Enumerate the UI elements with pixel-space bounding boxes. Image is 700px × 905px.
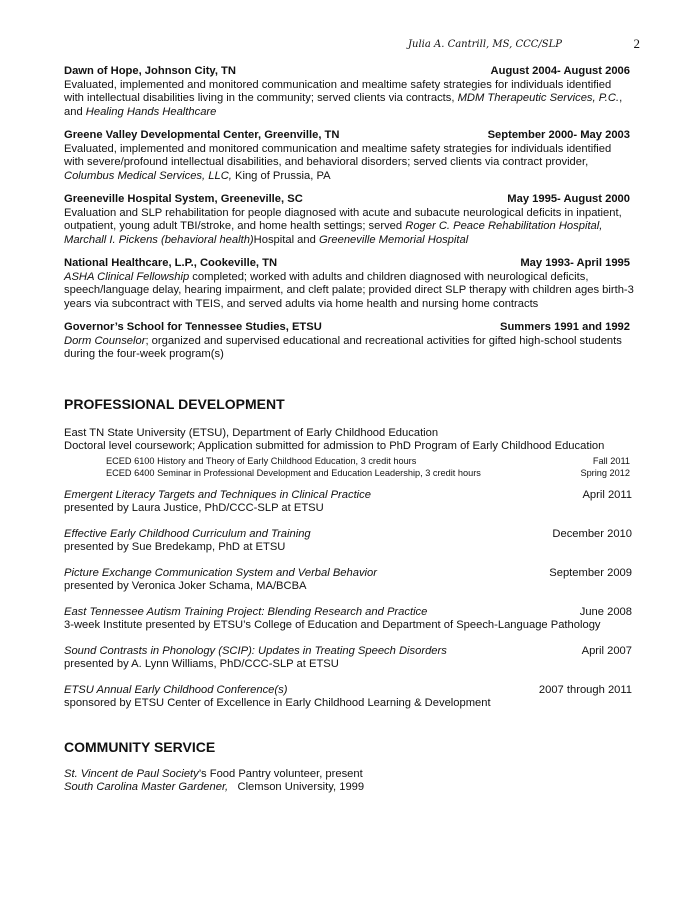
pd-date: September 2009 [549, 566, 632, 579]
course-name: ECED 6100 History and Theory of Early Childhood Education, 3 credit hours [106, 455, 417, 466]
entry-dates: May 1993- April 1995 [520, 257, 630, 269]
pd-detail: 3-week Institute presented by ETSU’s College of Education and Department of Speech-Language Pathology [64, 619, 601, 631]
course-item [106, 467, 634, 479]
entry-description: Evaluated, implemented and monitored communication and mealtime safety strategies for individuals identified with severe/profound intellectual disabilities, and behavioral disorders; served clients via contract provider, Columbus Medical Services, LLC, King of Prussia, PA [64, 142, 612, 182]
pd-date: 2007 through 2011 [538, 683, 632, 696]
org-name: Greeneville Hospital System, Greeneville, SC [64, 193, 303, 205]
pd-detail: presented by Veronica Joker Schama, MA/BCBA [64, 580, 307, 592]
header-name: Julia A. Cantrill, MS, CCC/SLP [408, 39, 563, 50]
pd-detail: presented by A. Lynn Williams, PhD/CCC-SLP at ETSU [64, 658, 339, 670]
experience-entry [64, 129, 634, 183]
section-title-community-service: COMMUNITY SERVICE [64, 738, 216, 755]
pd-detail: presented by Laura Justice, PhD/CCC-SLP at ETSU [64, 502, 324, 514]
pd-date: June 2008 [579, 605, 632, 618]
course-date: Fall 2011 [592, 455, 630, 466]
pd-date: April 2007 [581, 644, 632, 657]
entry-dates: May 1995- August 2000 [507, 193, 630, 205]
pd-detail: sponsored by ETSU Center of Excellence in Early Childhood Learning & Development [64, 697, 491, 709]
course-item [106, 455, 634, 467]
resume-content [64, 65, 634, 795]
pd-title: Emergent Literacy Targets and Techniques in Clinical Practice [64, 488, 371, 501]
entry-dates: August 2004- August 2006 [490, 65, 630, 77]
course-name: ECED 6400 Seminar in Professional Development and Education Leadership, 3 credit hours [106, 467, 481, 478]
community-service-line: South Carolina Master Gardener, Clemson University, 1999 [64, 781, 365, 793]
experience-entry [64, 65, 634, 119]
course-list [106, 455, 634, 479]
section-title-professional-development: PROFESSIONAL DEVELOPMENT [64, 395, 285, 412]
pd-title: ETSU Annual Early Childhood Conference(s) [64, 683, 288, 696]
experience-entry [64, 257, 634, 311]
course-date: Spring 2012 [580, 467, 630, 478]
entry-dates: September 2000- May 2003 [487, 129, 630, 141]
page-header [408, 38, 640, 52]
org-name: Greene Valley Developmental Center, Greenville, TN [64, 129, 340, 141]
org-name: National Healthcare, L.P., Cookeville, TN [64, 257, 278, 269]
entry-dates: Summers 1991 and 1992 [500, 321, 630, 333]
page-number: 2 [633, 36, 640, 51]
pd-intro-line: Doctoral level coursework; Application submitted for admission to PhD Program of Early Childhood Education [64, 440, 605, 452]
entry-description: Dorm Counselor; organized and supervised educational and recreational activities for gifted high-school students during the four-week program(s) [64, 334, 622, 360]
pd-detail: presented by Sue Bredekamp, PhD at ETSU [64, 541, 286, 553]
pd-item [64, 567, 634, 594]
community-service-line: St. Vincent de Paul Society’s Food Pantry volunteer, present [64, 767, 363, 780]
entry-description: ASHA Clinical Fellowship completed; worked with adults and children diagnosed with neurological deficits, speech/language delay, hearing impairment, and cleft palate; provided direct SLP therapy with children ages birth-3 years via subcontract with TEIS, and served adults via home health and nursing home contracts [64, 270, 634, 310]
pd-item [64, 528, 634, 555]
pd-title: Picture Exchange Communication System and Verbal Behavior [64, 566, 377, 579]
pd-item [64, 606, 634, 633]
pd-date: April 2011 [582, 488, 632, 501]
pd-title: Sound Contrasts in Phonology (SCIP): Updates in Treating Speech Disorders [64, 644, 447, 657]
experience-entry [64, 193, 634, 247]
pd-item [64, 489, 634, 516]
entry-description: Evaluated, implemented and monitored communication and mealtime safety strategies for individuals identified with intellectual disabilities living in the community; served clients via contracts, MDM Therapeutic Services, P.C., and Healing Hands Healthcare [64, 78, 623, 118]
pd-title: Effective Early Childhood Curriculum and Training [64, 527, 311, 540]
entry-description: Evaluation and SLP rehabilitation for people diagnosed with acute and subacute neurological deficits in inpatient, outpatient, young adult TBI/stroke, and home health settings; served Roger C. Peace Rehabilitation Hospital, Marchall I. Pickens (behavioral health)Hospital and Greeneville Memorial Hospital [64, 206, 622, 246]
pd-item [64, 684, 634, 711]
experience-entry [64, 321, 634, 362]
pd-title: East Tennessee Autism Training Project: Blending Research and Practice [64, 605, 428, 618]
org-name: Dawn of Hope, Johnson City, TN [64, 65, 236, 77]
org-name: Governor’s School for Tennessee Studies, ETSU [64, 321, 322, 333]
pd-intro-line: East TN State University (ETSU), Department of Early Childhood Education [64, 426, 439, 439]
pd-date: December 2010 [552, 527, 632, 540]
pd-item [64, 645, 634, 672]
